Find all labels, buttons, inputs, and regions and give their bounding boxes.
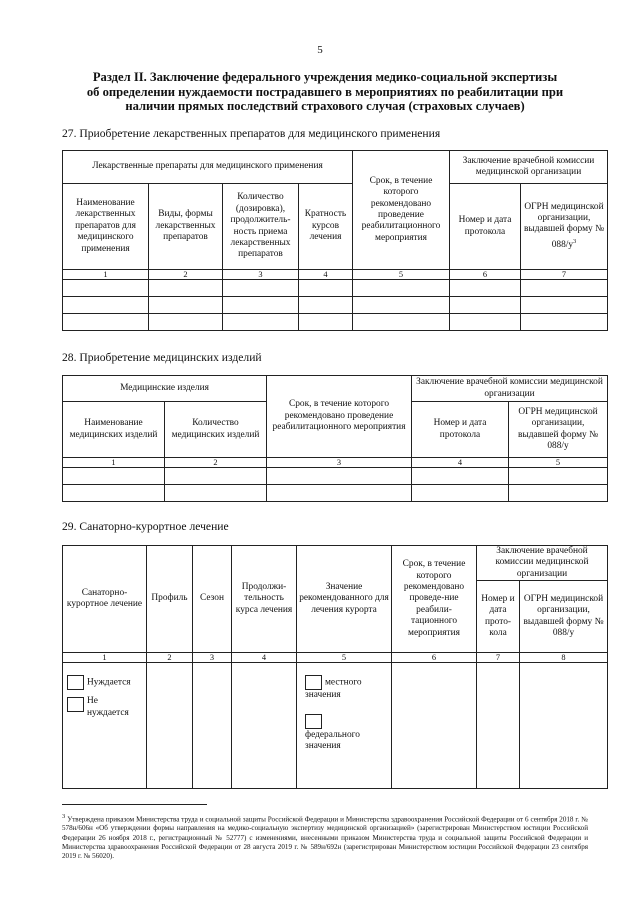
header-season: Сезон (193, 546, 232, 653)
table-row (63, 297, 608, 314)
col-num: 5 (509, 458, 608, 468)
header-sanatorium-need: Санаторно-курортное лечение (63, 546, 147, 653)
section-29-heading: 29. Санаторно-курортное лечение (62, 520, 229, 533)
table-row (63, 663, 608, 789)
option-local[interactable] (305, 675, 391, 701)
cell[interactable] (353, 314, 450, 331)
federal-label: федерального значения (305, 729, 360, 752)
header-ogrn (521, 184, 608, 270)
cell[interactable] (521, 314, 608, 331)
cell[interactable] (299, 314, 353, 331)
table-drugs (62, 150, 608, 331)
col-num: 3 (223, 270, 299, 280)
option-need[interactable] (67, 675, 146, 690)
cell[interactable] (147, 663, 193, 789)
table-row (63, 314, 608, 331)
federal-checkbox[interactable] (305, 714, 322, 729)
header-term: Срок, в течение которого рекомендовано проведение реабилитационного мероприятия (267, 376, 412, 458)
footnote-text: Утверждена приказом Министерства труда и социальной защиты Российской Федерации и Министерства здравоохранения Российской Федерации от 6 сентября 2018 г. № 578н/606н «Об утверждении формы направления на медико-социальную экспертизу медицинской организацией» (зарегистрирован Министерством юстиции Российской Федерации 26 ноября 2018 г., регистрационный № 52777) с изменениями, внесенными приказом Министерства труда и социальной защиты Российской Федерации и Министерства здравоохранения Российской Федерации от 28 августа 2019 г. № 589н/692н (зарегистрирован Министерством юстиции Российской Федерации 23 сентября 2019 г. № 56020). (62, 815, 588, 860)
column-numbers-row (63, 458, 608, 468)
title-line-2: об определении нуждаемости пострадавшего в мероприятиях по реабилитации при (86, 84, 564, 99)
col-num: 2 (165, 458, 267, 468)
cell[interactable] (299, 297, 353, 314)
header-resort-value: Значение рекомендованного для лечения курорта (297, 546, 392, 653)
column-numbers-row (63, 653, 608, 663)
header-vk-group: Заключение врачебной комиссии медицинской организации (412, 376, 608, 402)
header-term: Срок, в течение которого рекомендовано проведе-ние реабили-тационного мероприятия (392, 546, 477, 653)
cell[interactable] (149, 280, 223, 297)
header-ogrn: ОГРН медицинской организации, выдавшей форму № 088/у (520, 581, 608, 653)
cell[interactable] (63, 485, 165, 502)
cell[interactable] (63, 297, 149, 314)
cell[interactable] (165, 468, 267, 485)
column-numbers-row (63, 270, 608, 280)
no-need-checkbox[interactable] (67, 697, 84, 712)
cell[interactable] (477, 663, 520, 789)
section-title (70, 70, 580, 114)
header-profile: Профиль (147, 546, 193, 653)
header-vk-group: Заключение врачебной комиссии медицинской организации (450, 151, 608, 184)
table-sanatorium (62, 545, 608, 789)
local-label: местного значения (305, 677, 362, 701)
table-row (63, 468, 608, 485)
col-num: 6 (392, 653, 477, 663)
cell[interactable] (63, 468, 165, 485)
col-num: 1 (63, 270, 149, 280)
cell[interactable] (520, 663, 608, 789)
header-devices-group: Медицинские изделия (63, 376, 267, 402)
cell[interactable] (412, 468, 509, 485)
cell[interactable] (521, 280, 608, 297)
header-duration: Продолжи-тельность курса лечения (232, 546, 297, 653)
header-ogrn-text: ОГРН медицинской организации, выдавшей форму № 088/у (523, 201, 605, 250)
option-federal[interactable] (305, 714, 391, 753)
cell[interactable] (223, 280, 299, 297)
footnote (62, 812, 588, 861)
col-num: 4 (412, 458, 509, 468)
cell[interactable] (267, 485, 412, 502)
cell[interactable] (412, 485, 509, 502)
cell[interactable] (509, 485, 608, 502)
header-drug-name: Наименование лекарственных препаратов для медицинского применения (63, 184, 149, 270)
section-28-heading: 28. Приобретение медицинских изделий (62, 351, 262, 364)
cell[interactable] (232, 663, 297, 789)
header-ogrn: ОГРН медицинской организации, выдавшей форму № 088/у (509, 402, 608, 458)
no-need-label: Не нуждается (87, 696, 129, 718)
header-protocol-number: Номер и дата протокола (450, 184, 521, 270)
col-num: 3 (193, 653, 232, 663)
col-num: 7 (521, 270, 608, 280)
col-num: 2 (149, 270, 223, 280)
resort-options-cell (297, 663, 392, 789)
header-vk-group: Заключение врачебной комиссии медицинской организации (477, 546, 608, 581)
cell[interactable] (450, 280, 521, 297)
option-no-need[interactable] (67, 696, 146, 719)
header-protocol-number: Номер и дата протокола (412, 402, 509, 458)
local-checkbox[interactable] (305, 675, 322, 690)
header-course-multiplicity: Кратность курсов лечения (299, 184, 353, 270)
cell[interactable] (223, 297, 299, 314)
cell[interactable] (353, 280, 450, 297)
need-options-cell (63, 663, 147, 789)
cell[interactable] (63, 280, 149, 297)
table-row (63, 280, 608, 297)
cell[interactable] (149, 297, 223, 314)
header-drug-quantity: Количество (дозировка), продолжитель-ность приема лекарственных препаратов (223, 184, 299, 270)
header-device-name: Наименование медицинских изделий (63, 402, 165, 458)
footnote-separator (62, 804, 207, 805)
col-num: 5 (297, 653, 392, 663)
header-term: Срок, в течение которого рекомендовано проведение реабилитационного мероприятия (353, 151, 450, 270)
col-num: 7 (477, 653, 520, 663)
cell[interactable] (223, 314, 299, 331)
need-checkbox[interactable] (67, 675, 84, 690)
cell[interactable] (299, 280, 353, 297)
need-label: Нуждается (87, 677, 131, 688)
col-num: 8 (520, 653, 608, 663)
col-num: 1 (63, 653, 147, 663)
cell[interactable] (392, 663, 477, 789)
cell[interactable] (450, 314, 521, 331)
cell[interactable] (509, 468, 608, 485)
page-number: 5 (317, 44, 323, 56)
footnote-mark: 3 (62, 813, 66, 820)
header-protocol-number: Номер и дата прото-кола (477, 581, 520, 653)
cell[interactable] (149, 314, 223, 331)
header-device-quantity: Количество медицинских изделий (165, 402, 267, 458)
col-num: 3 (267, 458, 412, 468)
cell[interactable] (267, 468, 412, 485)
title-line-3: наличии прямых последствий страхового случая (страховых случаев) (125, 99, 525, 113)
col-num: 5 (353, 270, 450, 280)
section-27-heading: 27. Приобретение лекарственных препаратов для медицинского применения (62, 127, 441, 140)
header-drug-types: Виды, формы лекарственных препаратов (149, 184, 223, 270)
cell[interactable] (450, 297, 521, 314)
col-num: 4 (299, 270, 353, 280)
col-num: 4 (232, 653, 297, 663)
col-num: 1 (63, 458, 165, 468)
table-row (63, 485, 608, 502)
table-medical-devices (62, 375, 608, 502)
cell[interactable] (353, 297, 450, 314)
footnote-ref: 3 (573, 237, 577, 245)
title-line-1: Раздел II. Заключение федерального учреждения медико-социальной экспертизы (92, 70, 558, 84)
cell[interactable] (521, 297, 608, 314)
col-num: 6 (450, 270, 521, 280)
col-num: 2 (147, 653, 193, 663)
cell[interactable] (193, 663, 232, 789)
cell[interactable] (165, 485, 267, 502)
cell[interactable] (63, 314, 149, 331)
header-drugs-group: Лекарственные препараты для медицинского применения (63, 151, 353, 184)
